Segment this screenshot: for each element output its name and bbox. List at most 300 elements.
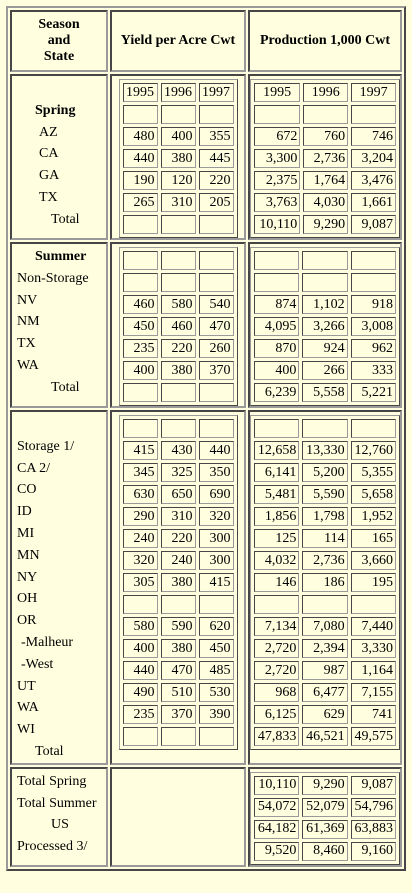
production-cell: 672	[254, 127, 300, 146]
summary-cell: 8,460	[302, 842, 347, 861]
production-cell: 195	[351, 573, 396, 592]
summary-yield-empty	[110, 767, 246, 867]
production-cell: 146	[254, 573, 299, 592]
yield-cell: 485	[199, 661, 234, 680]
production-row	[254, 463, 396, 482]
summary-section	[10, 767, 402, 867]
production-cell: 1,798	[302, 507, 347, 526]
blank-row	[123, 215, 234, 234]
production-cell: 874	[254, 295, 299, 314]
blank-cell	[302, 273, 347, 292]
summer-subtitle: Non-Storage	[17, 270, 89, 286]
yield-cell: 400	[123, 361, 158, 380]
summary-production	[248, 767, 402, 867]
yield-cell: 260	[199, 339, 234, 358]
yield-row	[123, 617, 234, 636]
blank-cell	[351, 419, 396, 438]
production-cell: 4,030	[303, 193, 348, 212]
blank-row	[123, 383, 234, 402]
yield-grid	[119, 79, 238, 238]
state-label: OH	[17, 591, 38, 607]
total-cell: 10,110	[254, 215, 300, 234]
yield-cell	[123, 595, 158, 614]
state-label: MN	[17, 547, 40, 563]
yield-cell: 120	[161, 171, 196, 190]
production-row	[254, 295, 396, 314]
summary-label: Total Summer	[17, 795, 97, 811]
yield-row	[123, 361, 234, 380]
yield-cell: 400	[123, 639, 158, 658]
yield-row	[123, 705, 234, 724]
state-label: -West	[21, 656, 54, 672]
potato-table	[6, 6, 406, 871]
production-row	[254, 705, 396, 724]
yield-cell: 390	[199, 705, 234, 724]
blank-row	[254, 251, 396, 270]
production-cell: 741	[351, 705, 396, 724]
production-grid	[250, 415, 400, 750]
blank-cell	[351, 251, 396, 270]
production-cell: 987	[302, 661, 347, 680]
blank-cell	[254, 419, 299, 438]
yield-grid	[119, 415, 238, 750]
production-grid	[250, 772, 400, 865]
blank-cell	[351, 273, 396, 292]
production-row	[254, 193, 396, 212]
total-cell: 5,558	[302, 383, 347, 402]
production-row	[254, 551, 396, 570]
production-cell: 6,477	[302, 683, 347, 702]
blank-cell	[161, 383, 196, 402]
production-cell	[302, 595, 347, 614]
production-cell: 3,476	[351, 171, 396, 190]
production-row	[254, 317, 396, 336]
yield-cell: 355	[199, 127, 234, 146]
year-cell: 1995	[123, 83, 158, 102]
summary-cell: 63,883	[351, 820, 396, 839]
yield-cell: 400	[161, 127, 196, 146]
blank-cell	[161, 727, 196, 746]
yield-cell: 320	[123, 551, 158, 570]
blank-cell	[351, 105, 396, 124]
total-row	[254, 727, 396, 746]
storage-title: Storage 1/	[17, 438, 75, 454]
blank-row	[123, 251, 234, 270]
production-cell: 760	[303, 127, 348, 146]
blank-cell	[199, 105, 234, 124]
production-row	[254, 639, 396, 658]
total-label: Total	[51, 211, 80, 227]
summary-row	[254, 798, 396, 817]
yield-row	[123, 529, 234, 548]
production-cell: 7,440	[351, 617, 396, 636]
yield-cell: 415	[123, 441, 158, 460]
state-label: WA	[17, 357, 39, 373]
yield-cell: 220	[161, 529, 196, 548]
production-cell: 1,661	[351, 193, 396, 212]
blank-cell	[123, 105, 158, 124]
production-cell: 918	[351, 295, 396, 314]
production-row	[254, 127, 396, 146]
production-row	[254, 573, 396, 592]
summary-row	[254, 776, 396, 795]
yield-cell: 460	[123, 295, 158, 314]
summer-production	[248, 242, 402, 408]
blank-cell	[254, 273, 299, 292]
blank-cell	[123, 419, 158, 438]
summary-label: US	[51, 817, 69, 833]
yield-cell: 470	[161, 661, 196, 680]
total-label: Total	[35, 743, 64, 759]
summary-cell: 9,160	[351, 842, 396, 861]
production-cell: 3,300	[254, 149, 300, 168]
yield-cell: 415	[199, 573, 234, 592]
production-row	[254, 595, 396, 614]
production-cell: 4,095	[254, 317, 299, 336]
yield-row	[123, 171, 234, 190]
yield-cell: 235	[123, 339, 158, 358]
production-cell: 1,102	[302, 295, 347, 314]
year-row	[254, 83, 396, 102]
yield-cell: 370	[161, 705, 196, 724]
yield-row	[123, 193, 234, 212]
state-label: CA 2/	[17, 460, 51, 476]
yield-header: Yield per Acre Cwt	[110, 10, 246, 72]
yield-row	[123, 149, 234, 168]
summary-row	[254, 820, 396, 839]
yield-cell	[161, 595, 196, 614]
yield-row	[123, 551, 234, 570]
summary-cell: 52,079	[302, 798, 347, 817]
storage-labels	[10, 410, 108, 765]
state-label: WI	[17, 722, 35, 738]
production-row	[254, 441, 396, 460]
production-cell	[254, 595, 299, 614]
blank-cell	[123, 273, 158, 292]
year-row	[123, 83, 234, 102]
yield-cell: 205	[199, 193, 234, 212]
yield-cell: 440	[123, 149, 158, 168]
yield-cell: 220	[161, 339, 196, 358]
production-cell: 3,660	[351, 551, 396, 570]
yield-cell: 470	[199, 317, 234, 336]
yield-cell: 450	[199, 639, 234, 658]
blank-cell	[199, 419, 234, 438]
production-cell: 125	[254, 529, 299, 548]
yield-cell: 305	[123, 573, 158, 592]
yield-cell: 235	[123, 705, 158, 724]
state-label: TX	[39, 189, 58, 205]
state-label: CA	[39, 146, 59, 162]
yield-row	[123, 339, 234, 358]
production-cell: 5,481	[254, 485, 299, 504]
production-cell: 2,394	[302, 639, 347, 658]
production-cell: 3,763	[254, 193, 300, 212]
production-row	[254, 683, 396, 702]
state-label: WA	[17, 700, 39, 716]
blank-cell	[199, 273, 234, 292]
production-cell: 7,155	[351, 683, 396, 702]
state-label: CO	[17, 482, 37, 498]
blank-cell	[199, 383, 234, 402]
yield-cell: 430	[161, 441, 196, 460]
production-cell	[351, 595, 396, 614]
yield-cell: 350	[199, 463, 234, 482]
year-cell: 1997	[351, 83, 396, 102]
yield-cell: 380	[161, 361, 196, 380]
blank-cell	[161, 273, 196, 292]
yield-cell: 450	[123, 317, 158, 336]
summary-cell: 10,110	[254, 776, 299, 795]
blank-cell	[302, 419, 347, 438]
blank-cell	[123, 383, 158, 402]
total-row	[254, 215, 396, 234]
blank-row	[254, 105, 396, 124]
yield-cell: 540	[199, 295, 234, 314]
yield-cell: 440	[199, 441, 234, 460]
production-cell: 114	[302, 529, 347, 548]
yield-grid	[119, 247, 238, 406]
yield-row	[123, 661, 234, 680]
total-cell: 46,521	[302, 727, 347, 746]
production-cell: 1,856	[254, 507, 299, 526]
production-grid	[250, 247, 400, 406]
blank-cell	[161, 251, 196, 270]
state-label: NY	[17, 569, 38, 585]
spring-title: Spring	[35, 102, 76, 118]
blank-cell	[199, 215, 234, 234]
storage-section	[10, 410, 402, 765]
summary-cell: 9,520	[254, 842, 299, 861]
production-cell: 870	[254, 339, 299, 358]
spring-labels	[10, 74, 108, 240]
state-label: GA	[39, 168, 60, 184]
production-cell: 5,355	[351, 463, 396, 482]
total-cell: 47,833	[254, 727, 299, 746]
production-cell: 7,134	[254, 617, 299, 636]
yield-cell: 300	[199, 529, 234, 548]
production-cell: 5,590	[302, 485, 347, 504]
blank-row	[123, 273, 234, 292]
production-row	[254, 149, 396, 168]
production-cell: 2,736	[302, 551, 347, 570]
yield-row	[123, 463, 234, 482]
blank-row	[123, 419, 234, 438]
blank-cell	[123, 215, 158, 234]
production-cell: 12,760	[351, 441, 396, 460]
state-label: MI	[17, 525, 35, 541]
yield-row	[123, 595, 234, 614]
yield-cell: 580	[161, 295, 196, 314]
production-cell: 1,764	[303, 171, 348, 190]
yield-row	[123, 127, 234, 146]
yield-cell: 320	[199, 507, 234, 526]
blank-cell	[123, 251, 158, 270]
production-cell: 1,164	[351, 661, 396, 680]
production-cell: 7,080	[302, 617, 347, 636]
production-header: Production 1,000 Cwt	[248, 10, 402, 72]
blank-cell	[302, 251, 347, 270]
yield-cell: 310	[161, 193, 196, 212]
production-cell: 4,032	[254, 551, 299, 570]
blank-cell	[303, 105, 348, 124]
yield-cell: 240	[161, 551, 196, 570]
state-label: TX	[17, 336, 36, 352]
storage-production	[248, 410, 402, 765]
yield-cell: 310	[161, 507, 196, 526]
yield-row	[123, 573, 234, 592]
blank-row	[123, 105, 234, 124]
production-row	[254, 529, 396, 548]
production-row	[254, 339, 396, 358]
production-cell: 5,658	[351, 485, 396, 504]
yield-cell: 380	[161, 639, 196, 658]
yield-cell: 530	[199, 683, 234, 702]
yield-cell: 510	[161, 683, 196, 702]
year-cell: 1997	[199, 83, 234, 102]
blank-cell	[254, 251, 299, 270]
production-cell: 2,720	[254, 661, 299, 680]
yield-cell: 265	[123, 193, 158, 212]
production-cell: 6,125	[254, 705, 299, 724]
state-label: NM	[17, 314, 40, 330]
production-cell: 165	[351, 529, 396, 548]
total-cell: 9,087	[351, 215, 396, 234]
yield-cell: 190	[123, 171, 158, 190]
year-cell: 1995	[254, 83, 300, 102]
state-label: ID	[17, 504, 32, 520]
summary-cell: 64,182	[254, 820, 299, 839]
yield-cell: 290	[123, 507, 158, 526]
production-cell: 400	[254, 361, 299, 380]
summary-cell: 61,369	[302, 820, 347, 839]
total-cell: 9,290	[303, 215, 348, 234]
yield-row	[123, 485, 234, 504]
production-cell: 2,736	[303, 149, 348, 168]
summer-title: Summer	[35, 249, 87, 264]
production-cell: 629	[302, 705, 347, 724]
production-cell: 3,330	[351, 639, 396, 658]
blank-cell	[161, 105, 196, 124]
blank-cell	[123, 727, 158, 746]
production-cell: 2,375	[254, 171, 300, 190]
spring-yield	[110, 74, 246, 240]
production-cell: 266	[302, 361, 347, 380]
year-cell: 1996	[161, 83, 196, 102]
yield-cell: 370	[199, 361, 234, 380]
production-grid	[250, 79, 400, 238]
total-cell: 6,239	[254, 383, 299, 402]
production-cell: 962	[351, 339, 396, 358]
yield-cell: 650	[161, 485, 196, 504]
summary-cell: 54,072	[254, 798, 299, 817]
total-cell: 49,575	[351, 727, 396, 746]
blank-cell	[199, 727, 234, 746]
total-cell: 5,221	[351, 383, 396, 402]
production-row	[254, 661, 396, 680]
yield-cell: 460	[161, 317, 196, 336]
production-row	[254, 507, 396, 526]
production-cell: 6,141	[254, 463, 299, 482]
blank-cell	[254, 105, 300, 124]
yield-cell: 325	[161, 463, 196, 482]
summary-cell: 9,290	[302, 776, 347, 795]
summary-labels	[10, 767, 108, 867]
yield-cell: 240	[123, 529, 158, 548]
production-cell: 12,658	[254, 441, 299, 460]
spring-production	[248, 74, 402, 240]
yield-cell	[199, 595, 234, 614]
production-cell: 333	[351, 361, 396, 380]
yield-cell: 590	[161, 617, 196, 636]
yield-cell: 345	[123, 463, 158, 482]
yield-row	[123, 441, 234, 460]
yield-cell: 380	[161, 573, 196, 592]
summer-section	[10, 242, 402, 408]
production-cell: 13,330	[302, 441, 347, 460]
production-cell: 3,008	[351, 317, 396, 336]
state-label: AZ	[39, 124, 58, 140]
production-cell: 186	[302, 573, 347, 592]
header-row	[10, 10, 402, 72]
state-label: UT	[17, 678, 36, 694]
yield-cell: 690	[199, 485, 234, 504]
yield-row	[123, 683, 234, 702]
summary-cell: 9,087	[351, 776, 396, 795]
production-cell: 924	[302, 339, 347, 358]
spring-section	[10, 74, 402, 240]
state-label: NV	[17, 292, 38, 308]
blank-row	[254, 419, 396, 438]
production-row	[254, 485, 396, 504]
summary-row	[254, 842, 396, 861]
state-label: -Malheur	[21, 634, 74, 650]
production-cell: 746	[351, 127, 396, 146]
summary-cell: 54,796	[351, 798, 396, 817]
production-cell: 2,720	[254, 639, 299, 658]
yield-cell: 445	[199, 149, 234, 168]
yield-row	[123, 639, 234, 658]
season-state-header: Season and State	[10, 10, 108, 72]
yield-cell: 300	[199, 551, 234, 570]
blank-row	[123, 727, 234, 746]
production-row	[254, 171, 396, 190]
yield-cell: 440	[123, 661, 158, 680]
yield-cell: 490	[123, 683, 158, 702]
yield-cell: 620	[199, 617, 234, 636]
production-row	[254, 361, 396, 380]
production-cell: 3,204	[351, 149, 396, 168]
yield-row	[123, 507, 234, 526]
blank-cell	[161, 215, 196, 234]
yield-cell: 220	[199, 171, 234, 190]
yield-cell: 580	[123, 617, 158, 636]
total-label: Total	[51, 379, 80, 395]
production-cell: 1,952	[351, 507, 396, 526]
year-cell: 1996	[303, 83, 348, 102]
yield-cell: 480	[123, 127, 158, 146]
production-cell: 5,200	[302, 463, 347, 482]
yield-cell: 380	[161, 149, 196, 168]
summer-labels	[10, 242, 108, 408]
storage-yield	[110, 410, 246, 765]
yield-cell: 630	[123, 485, 158, 504]
summary-label: Total Spring	[17, 773, 87, 789]
blank-row	[254, 273, 396, 292]
blank-cell	[161, 419, 196, 438]
production-row	[254, 617, 396, 636]
yield-row	[123, 295, 234, 314]
